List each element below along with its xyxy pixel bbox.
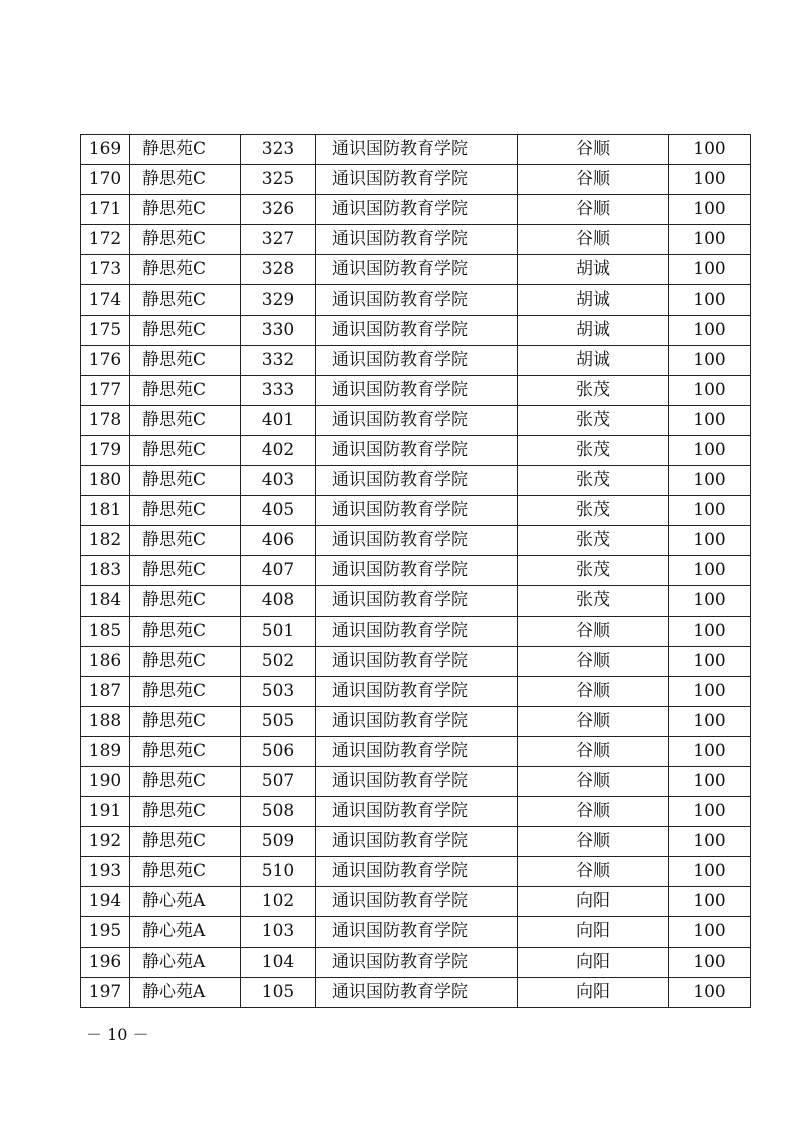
score-cell: 100 <box>669 135 751 165</box>
row-number-cell: 192 <box>81 827 130 857</box>
table-row <box>81 676 751 706</box>
score-cell: 100 <box>669 827 751 857</box>
college-cell: 通识国防教育学院 <box>316 285 518 315</box>
table-row <box>81 887 751 917</box>
row-number-cell: 195 <box>81 917 130 947</box>
score-cell: 100 <box>669 435 751 465</box>
room-number-cell: 406 <box>241 526 316 556</box>
table-row <box>81 345 751 375</box>
room-number-cell: 102 <box>241 887 316 917</box>
building-cell: 静思苑C <box>130 165 241 195</box>
row-number-cell: 174 <box>81 285 130 315</box>
row-number-cell: 182 <box>81 526 130 556</box>
responsible-person-cell: 张茂 <box>518 405 669 435</box>
table-row <box>81 315 751 345</box>
score-cell: 100 <box>669 496 751 526</box>
score-cell: 100 <box>669 947 751 977</box>
row-number-cell: 189 <box>81 736 130 766</box>
table-row <box>81 766 751 796</box>
responsible-person-cell: 张茂 <box>518 375 669 405</box>
room-number-cell: 330 <box>241 315 316 345</box>
score-cell: 100 <box>669 857 751 887</box>
table-row <box>81 165 751 195</box>
row-number-cell: 177 <box>81 375 130 405</box>
score-cell: 100 <box>669 586 751 616</box>
responsible-person-cell: 胡诚 <box>518 285 669 315</box>
building-cell: 静心苑A <box>130 917 241 947</box>
row-number-cell: 171 <box>81 195 130 225</box>
table-body <box>81 135 751 1008</box>
building-cell: 静心苑A <box>130 887 241 917</box>
responsible-person-cell: 谷顺 <box>518 736 669 766</box>
score-cell: 100 <box>669 917 751 947</box>
college-cell: 通识国防教育学院 <box>316 616 518 646</box>
row-number-cell: 181 <box>81 496 130 526</box>
score-cell: 100 <box>669 736 751 766</box>
row-number-cell: 172 <box>81 225 130 255</box>
responsible-person-cell: 谷顺 <box>518 646 669 676</box>
row-number-cell: 169 <box>81 135 130 165</box>
score-cell: 100 <box>669 375 751 405</box>
college-cell: 通识国防教育学院 <box>316 556 518 586</box>
college-cell: 通识国防教育学院 <box>316 586 518 616</box>
college-cell: 通识国防教育学院 <box>316 496 518 526</box>
building-cell: 静思苑C <box>130 345 241 375</box>
building-cell: 静思苑C <box>130 195 241 225</box>
college-cell: 通识国防教育学院 <box>316 706 518 736</box>
college-cell: 通识国防教育学院 <box>316 947 518 977</box>
room-number-cell: 105 <box>241 977 316 1007</box>
room-number-cell: 333 <box>241 375 316 405</box>
room-number-cell: 323 <box>241 135 316 165</box>
responsible-person-cell: 张茂 <box>518 556 669 586</box>
building-cell: 静思苑C <box>130 135 241 165</box>
table-row <box>81 947 751 977</box>
row-number-cell: 176 <box>81 345 130 375</box>
college-cell: 通识国防教育学院 <box>316 977 518 1007</box>
building-cell: 静思苑C <box>130 285 241 315</box>
table-row <box>81 857 751 887</box>
room-number-cell: 407 <box>241 556 316 586</box>
responsible-person-cell: 谷顺 <box>518 827 669 857</box>
room-number-cell: 510 <box>241 857 316 887</box>
building-cell: 静思苑C <box>130 646 241 676</box>
building-cell: 静思苑C <box>130 435 241 465</box>
responsible-person-cell: 张茂 <box>518 466 669 496</box>
building-cell: 静思苑C <box>130 496 241 526</box>
row-number-cell: 196 <box>81 947 130 977</box>
row-number-cell: 193 <box>81 857 130 887</box>
college-cell: 通识国防教育学院 <box>316 345 518 375</box>
building-cell: 静思苑C <box>130 857 241 887</box>
building-cell: 静思苑C <box>130 255 241 285</box>
college-cell: 通识国防教育学院 <box>316 165 518 195</box>
college-cell: 通识国防教育学院 <box>316 797 518 827</box>
score-cell: 100 <box>669 466 751 496</box>
building-cell: 静思苑C <box>130 315 241 345</box>
table-row <box>81 466 751 496</box>
room-number-cell: 502 <box>241 646 316 676</box>
responsible-person-cell: 谷顺 <box>518 616 669 646</box>
room-number-cell: 508 <box>241 797 316 827</box>
college-cell: 通识国防教育学院 <box>316 315 518 345</box>
room-number-cell: 326 <box>241 195 316 225</box>
college-cell: 通识国防教育学院 <box>316 646 518 676</box>
score-cell: 100 <box>669 646 751 676</box>
building-cell: 静思苑C <box>130 225 241 255</box>
college-cell: 通识国防教育学院 <box>316 375 518 405</box>
row-number-cell: 187 <box>81 676 130 706</box>
table-row <box>81 255 751 285</box>
room-number-cell: 405 <box>241 496 316 526</box>
table-row <box>81 556 751 586</box>
responsible-person-cell: 谷顺 <box>518 797 669 827</box>
score-cell: 100 <box>669 405 751 435</box>
table-row <box>81 827 751 857</box>
room-number-cell: 503 <box>241 676 316 706</box>
room-number-cell: 506 <box>241 736 316 766</box>
table-row <box>81 646 751 676</box>
score-cell: 100 <box>669 977 751 1007</box>
college-cell: 通识国防教育学院 <box>316 917 518 947</box>
college-cell: 通识国防教育学院 <box>316 827 518 857</box>
responsible-person-cell: 谷顺 <box>518 195 669 225</box>
college-cell: 通识国防教育学院 <box>316 225 518 255</box>
table-row <box>81 405 751 435</box>
page-number: － 10 － <box>86 1025 149 1044</box>
responsible-person-cell: 谷顺 <box>518 857 669 887</box>
responsible-person-cell: 胡诚 <box>518 255 669 285</box>
room-number-cell: 327 <box>241 225 316 255</box>
responsible-person-cell: 谷顺 <box>518 676 669 706</box>
room-number-cell: 104 <box>241 947 316 977</box>
row-number-cell: 184 <box>81 586 130 616</box>
row-number-cell: 178 <box>81 405 130 435</box>
score-cell: 100 <box>669 285 751 315</box>
table-row <box>81 225 751 255</box>
room-number-cell: 501 <box>241 616 316 646</box>
table-row <box>81 706 751 736</box>
college-cell: 通识国防教育学院 <box>316 766 518 796</box>
responsible-person-cell: 谷顺 <box>518 225 669 255</box>
responsible-person-cell: 谷顺 <box>518 135 669 165</box>
building-cell: 静心苑A <box>130 977 241 1007</box>
row-number-cell: 180 <box>81 466 130 496</box>
room-number-cell: 509 <box>241 827 316 857</box>
college-cell: 通识国防教育学院 <box>316 255 518 285</box>
building-cell: 静思苑C <box>130 797 241 827</box>
table-row <box>81 736 751 766</box>
responsible-person-cell: 张茂 <box>518 435 669 465</box>
building-cell: 静思苑C <box>130 827 241 857</box>
table-row <box>81 285 751 315</box>
college-cell: 通识国防教育学院 <box>316 526 518 556</box>
dormitory-score-table <box>80 134 751 1008</box>
table-row <box>81 526 751 556</box>
college-cell: 通识国防教育学院 <box>316 466 518 496</box>
score-cell: 100 <box>669 165 751 195</box>
table-row <box>81 435 751 465</box>
row-number-cell: 190 <box>81 766 130 796</box>
row-number-cell: 186 <box>81 646 130 676</box>
responsible-person-cell: 向阳 <box>518 887 669 917</box>
college-cell: 通识国防教育学院 <box>316 405 518 435</box>
table-row <box>81 586 751 616</box>
responsible-person-cell: 向阳 <box>518 947 669 977</box>
responsible-person-cell: 谷顺 <box>518 766 669 796</box>
responsible-person-cell: 胡诚 <box>518 315 669 345</box>
row-number-cell: 185 <box>81 616 130 646</box>
building-cell: 静思苑C <box>130 375 241 405</box>
room-number-cell: 507 <box>241 766 316 796</box>
room-number-cell: 402 <box>241 435 316 465</box>
room-number-cell: 329 <box>241 285 316 315</box>
score-cell: 100 <box>669 766 751 796</box>
score-cell: 100 <box>669 526 751 556</box>
building-cell: 静思苑C <box>130 616 241 646</box>
score-cell: 100 <box>669 315 751 345</box>
building-cell: 静思苑C <box>130 676 241 706</box>
building-cell: 静思苑C <box>130 736 241 766</box>
room-number-cell: 328 <box>241 255 316 285</box>
room-number-cell: 505 <box>241 706 316 736</box>
building-cell: 静思苑C <box>130 405 241 435</box>
score-cell: 100 <box>669 556 751 586</box>
building-cell: 静思苑C <box>130 586 241 616</box>
room-number-cell: 332 <box>241 345 316 375</box>
college-cell: 通识国防教育学院 <box>316 736 518 766</box>
score-cell: 100 <box>669 797 751 827</box>
building-cell: 静思苑C <box>130 766 241 796</box>
college-cell: 通识国防教育学院 <box>316 195 518 225</box>
score-cell: 100 <box>669 345 751 375</box>
college-cell: 通识国防教育学院 <box>316 435 518 465</box>
score-cell: 100 <box>669 225 751 255</box>
row-number-cell: 179 <box>81 435 130 465</box>
table-row <box>81 797 751 827</box>
table-row <box>81 135 751 165</box>
room-number-cell: 401 <box>241 405 316 435</box>
building-cell: 静思苑C <box>130 466 241 496</box>
row-number-cell: 173 <box>81 255 130 285</box>
table-row <box>81 496 751 526</box>
room-number-cell: 408 <box>241 586 316 616</box>
building-cell: 静思苑C <box>130 526 241 556</box>
room-number-cell: 103 <box>241 917 316 947</box>
college-cell: 通识国防教育学院 <box>316 135 518 165</box>
college-cell: 通识国防教育学院 <box>316 676 518 706</box>
room-number-cell: 325 <box>241 165 316 195</box>
row-number-cell: 194 <box>81 887 130 917</box>
row-number-cell: 170 <box>81 165 130 195</box>
row-number-cell: 188 <box>81 706 130 736</box>
score-cell: 100 <box>669 676 751 706</box>
responsible-person-cell: 张茂 <box>518 496 669 526</box>
score-cell: 100 <box>669 706 751 736</box>
table-row <box>81 375 751 405</box>
responsible-person-cell: 谷顺 <box>518 706 669 736</box>
score-cell: 100 <box>669 887 751 917</box>
responsible-person-cell: 张茂 <box>518 586 669 616</box>
score-cell: 100 <box>669 195 751 225</box>
table-row <box>81 616 751 646</box>
row-number-cell: 197 <box>81 977 130 1007</box>
table-row <box>81 195 751 225</box>
responsible-person-cell: 向阳 <box>518 917 669 947</box>
room-number-cell: 403 <box>241 466 316 496</box>
responsible-person-cell: 胡诚 <box>518 345 669 375</box>
row-number-cell: 183 <box>81 556 130 586</box>
responsible-person-cell: 谷顺 <box>518 165 669 195</box>
table-row <box>81 977 751 1007</box>
college-cell: 通识国防教育学院 <box>316 887 518 917</box>
score-cell: 100 <box>669 616 751 646</box>
building-cell: 静心苑A <box>130 947 241 977</box>
table-row <box>81 917 751 947</box>
score-cell: 100 <box>669 255 751 285</box>
responsible-person-cell: 向阳 <box>518 977 669 1007</box>
college-cell: 通识国防教育学院 <box>316 857 518 887</box>
row-number-cell: 191 <box>81 797 130 827</box>
row-number-cell: 175 <box>81 315 130 345</box>
responsible-person-cell: 张茂 <box>518 526 669 556</box>
building-cell: 静思苑C <box>130 556 241 586</box>
building-cell: 静思苑C <box>130 706 241 736</box>
